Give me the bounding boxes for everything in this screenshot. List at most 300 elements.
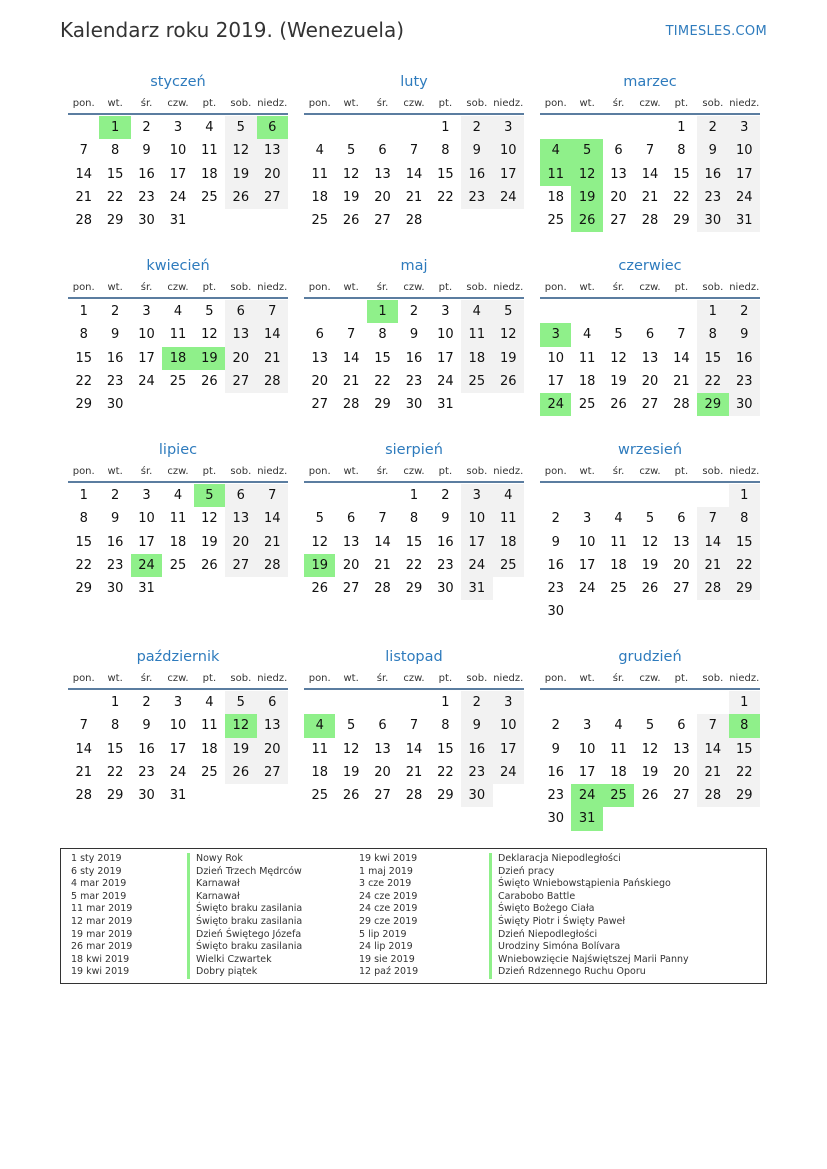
weekend-day-cell: 10 — [493, 714, 524, 737]
holiday-name: Dzień Rdzennego Ruchu Oporu — [489, 966, 689, 979]
day-cell: 18 — [311, 764, 328, 780]
day-cell: 2 — [409, 304, 419, 319]
day-cell: 8 — [110, 143, 120, 159]
day-cell: 10 — [138, 511, 155, 527]
holiday-day-cell: 5 — [194, 484, 225, 507]
weekend-day-cell: 2 — [729, 300, 760, 323]
day-cell: 5 — [614, 327, 623, 343]
weekday-header — [304, 462, 524, 483]
month-sierpień — [304, 438, 524, 600]
weekday-label: pon. — [308, 282, 331, 293]
weekend-day-cell: 25 — [493, 554, 524, 577]
day-cell: 19 — [610, 373, 627, 389]
day-cell: 2 — [142, 695, 151, 710]
day-grid — [540, 299, 760, 416]
day-cell: 27 — [673, 788, 690, 804]
empty-day-cell — [634, 116, 665, 139]
day-cell: 19 — [342, 764, 360, 780]
weekend-day-cell: 26 — [493, 370, 524, 393]
weekday-header — [68, 94, 288, 115]
day-cell: 10 — [169, 718, 187, 734]
holiday-name: Święto braku zasilania — [187, 916, 302, 929]
day-cell: 26 — [342, 213, 360, 229]
holiday-name: Święto braku zasilania — [187, 941, 302, 954]
weekend-day-cell: 21 — [697, 554, 728, 577]
day-cell: 20 — [311, 373, 328, 389]
weekday-label: niedz. — [729, 673, 760, 684]
empty-day-cell — [634, 484, 665, 507]
day-cell: 10 — [169, 143, 187, 159]
holiday-day-cell: 25 — [603, 784, 634, 807]
day-cell: 27 — [610, 213, 627, 229]
day-grid — [68, 299, 288, 416]
day-cell: 13 — [673, 741, 690, 757]
day-cell: 25 — [578, 397, 596, 413]
day-cell: 11 — [610, 534, 627, 550]
day-cell: 21 — [641, 189, 659, 205]
day-cell: 20 — [342, 557, 360, 573]
day-cell: 12 — [342, 741, 360, 757]
day-cell: 30 — [106, 581, 124, 597]
day-cell: 2 — [142, 120, 151, 135]
weekday-label: czw. — [403, 673, 425, 684]
weekday-label: pt. — [438, 98, 453, 109]
day-cell: 31 — [437, 397, 454, 413]
day-cell: 22 — [437, 189, 454, 205]
weekday-label: niedz. — [729, 282, 760, 293]
day-cell: 3 — [142, 304, 151, 319]
day-cell: 5 — [346, 143, 356, 159]
weekday-header — [304, 278, 524, 299]
day-cell: 20 — [673, 764, 690, 780]
weekday-label: pon. — [72, 98, 95, 109]
day-cell: 3 — [582, 718, 592, 734]
weekend-day-cell: 24 — [729, 186, 760, 209]
day-cell: 28 — [75, 788, 92, 804]
day-cell: 20 — [374, 764, 391, 780]
day-cell: 5 — [645, 511, 655, 527]
day-cell: 30 — [547, 604, 564, 620]
day-cell: 5 — [346, 718, 356, 734]
weekday-header — [540, 669, 760, 690]
holiday-date: 5 lip 2019 — [359, 928, 407, 940]
holiday-name: Święto Bożego Ciała — [489, 903, 689, 916]
weekend-day-cell: 22 — [729, 554, 760, 577]
weekday-label: niedz. — [493, 466, 524, 477]
day-cell: 22 — [106, 189, 124, 205]
weekday-label: wt. — [107, 282, 123, 293]
day-cell: 1 — [409, 488, 419, 503]
holiday-names-left — [187, 853, 302, 979]
day-cell: 12 — [641, 534, 659, 550]
day-cell: 13 — [374, 166, 391, 182]
day-cell: 13 — [641, 350, 659, 366]
day-cell: 7 — [645, 143, 655, 159]
day-cell: 19 — [201, 534, 218, 550]
weekday-label: pt. — [674, 282, 689, 293]
page-title: Kalendarz roku 2019. (Wenezuela) — [60, 18, 405, 42]
day-cell: 31 — [169, 788, 187, 804]
empty-day-cell — [304, 116, 335, 139]
day-cell: 12 — [342, 166, 360, 182]
day-cell: 2 — [551, 718, 560, 734]
day-cell: 4 — [205, 695, 214, 710]
day-cell: 22 — [75, 373, 92, 389]
weekday-label: czw. — [639, 98, 661, 109]
holiday-dates-left — [71, 853, 132, 979]
day-cell: 16 — [437, 534, 454, 550]
weekday-label: sob. — [230, 282, 252, 293]
day-cell: 25 — [169, 373, 187, 389]
holiday-name: Urodziny Simóna Bolívara — [489, 941, 689, 954]
day-cell: 6 — [378, 143, 387, 159]
month-grudzień — [540, 645, 760, 831]
empty-day-cell — [571, 300, 602, 323]
month-name: sierpień — [385, 442, 443, 458]
day-grid — [304, 483, 524, 600]
month-name: kwiecień — [146, 258, 210, 274]
weekday-label: niedz. — [257, 98, 288, 109]
weekend-day-cell: 3 — [493, 691, 524, 714]
empty-day-cell — [367, 484, 398, 507]
weekend-day-cell: 24 — [493, 186, 524, 209]
weekday-header — [540, 278, 760, 299]
weekday-label: pon. — [544, 673, 567, 684]
weekday-label: niedz. — [257, 673, 288, 684]
empty-day-cell — [634, 691, 665, 714]
weekend-day-cell: 26 — [225, 761, 256, 784]
day-grid — [304, 115, 524, 232]
empty-day-cell — [335, 300, 366, 323]
empty-day-cell — [571, 691, 602, 714]
day-cell: 19 — [641, 764, 659, 780]
holiday-names-right — [489, 853, 689, 979]
weekend-day-cell: 17 — [493, 163, 524, 186]
weekend-day-cell: 28 — [697, 784, 728, 807]
day-cell: 11 — [311, 166, 328, 182]
weekday-label: pt. — [674, 98, 689, 109]
day-cell: 20 — [673, 557, 690, 573]
day-cell: 21 — [673, 373, 690, 389]
holiday-date: 3 cze 2019 — [359, 878, 412, 890]
month-styczeń — [68, 70, 288, 232]
day-cell: 23 — [437, 557, 454, 573]
weekend-day-cell: 14 — [697, 738, 728, 761]
day-cell: 31 — [169, 213, 187, 229]
weekday-label: wt. — [579, 98, 595, 109]
weekday-header — [68, 462, 288, 483]
weekend-day-cell: 30 — [461, 784, 492, 807]
day-cell: 17 — [578, 764, 596, 780]
weekend-day-cell: 26 — [225, 186, 256, 209]
weekend-day-cell: 21 — [697, 761, 728, 784]
day-cell: 18 — [201, 741, 218, 757]
day-cell: 14 — [75, 741, 92, 757]
empty-day-cell — [571, 116, 602, 139]
brand-link[interactable]: TIMESLES.COM — [665, 24, 767, 39]
empty-day-cell — [335, 116, 366, 139]
holiday-date: 18 kwi 2019 — [71, 953, 130, 965]
holiday-date: 29 cze 2019 — [359, 915, 418, 927]
day-cell: 16 — [547, 557, 564, 573]
weekday-label: pt. — [438, 673, 453, 684]
weekday-label: sob. — [230, 98, 252, 109]
day-cell: 16 — [138, 741, 155, 757]
day-cell: 1 — [79, 304, 88, 319]
empty-day-cell — [68, 116, 99, 139]
weekend-day-cell: 19 — [225, 163, 256, 186]
day-cell: 23 — [106, 373, 124, 389]
weekend-day-cell: 25 — [461, 370, 492, 393]
holiday-day-cell: 19 — [194, 347, 225, 370]
day-cell: 2 — [551, 511, 560, 527]
day-cell: 28 — [342, 397, 360, 413]
day-cell: 27 — [374, 788, 391, 804]
day-cell: 16 — [547, 764, 564, 780]
weekday-label: śr. — [376, 466, 389, 477]
day-cell: 17 — [437, 350, 454, 366]
month-name: wrzesień — [617, 442, 683, 458]
holiday-date: 26 mar 2019 — [71, 941, 133, 953]
day-cell: 27 — [342, 581, 360, 597]
day-cell: 18 — [578, 373, 596, 389]
weekend-day-cell: 14 — [257, 323, 288, 346]
weekend-day-cell: 27 — [257, 186, 288, 209]
day-cell: 15 — [75, 534, 92, 550]
day-cell: 23 — [405, 373, 423, 389]
day-cell: 2 — [110, 304, 120, 319]
weekend-day-cell: 29 — [729, 577, 760, 600]
weekday-label: czw. — [403, 98, 425, 109]
day-cell: 15 — [75, 350, 92, 366]
weekday-label: czw. — [167, 98, 189, 109]
day-cell: 3 — [582, 511, 592, 527]
weekend-day-cell: 23 — [697, 186, 728, 209]
weekday-label: śr. — [612, 466, 625, 477]
weekday-label: pt. — [438, 466, 453, 477]
holiday-name: Nowy Rok — [187, 853, 302, 866]
weekend-day-cell: 6 — [225, 484, 256, 507]
day-cell: 23 — [106, 557, 124, 573]
day-cell: 14 — [405, 741, 423, 757]
day-cell: 8 — [441, 718, 450, 734]
day-cell: 28 — [75, 213, 92, 229]
month-name: listopad — [385, 649, 443, 665]
day-cell: 29 — [106, 788, 124, 804]
day-cell: 18 — [169, 534, 187, 550]
weekday-header — [304, 94, 524, 115]
weekend-day-cell: 13 — [225, 507, 256, 530]
month-listopad — [304, 645, 524, 807]
day-cell: 13 — [673, 534, 690, 550]
empty-day-cell — [398, 116, 429, 139]
day-cell: 12 — [201, 511, 218, 527]
holiday-date: 1 maj 2019 — [359, 865, 413, 877]
weekend-day-cell: 23 — [461, 761, 492, 784]
empty-day-cell — [666, 300, 697, 323]
weekday-label: pt. — [202, 282, 217, 293]
holiday-day-cell: 31 — [571, 807, 602, 830]
empty-day-cell — [68, 691, 99, 714]
holiday-day-cell: 19 — [304, 554, 335, 577]
day-cell: 11 — [169, 327, 187, 343]
day-cell: 8 — [378, 327, 387, 343]
holiday-day-cell: 26 — [571, 209, 602, 232]
day-cell: 7 — [346, 327, 356, 343]
weekday-label: sob. — [466, 282, 488, 293]
weekday-label: czw. — [639, 466, 661, 477]
weekend-day-cell: 16 — [461, 738, 492, 761]
weekend-day-cell: 17 — [461, 531, 492, 554]
holiday-dates-right — [359, 853, 418, 979]
day-cell: 25 — [311, 213, 328, 229]
day-cell: 17 — [138, 350, 155, 366]
empty-day-cell — [666, 484, 697, 507]
weekend-day-cell: 19 — [225, 738, 256, 761]
weekend-day-cell: 8 — [729, 507, 760, 530]
holiday-name: Karnawał — [187, 878, 302, 891]
day-cell: 14 — [641, 166, 659, 182]
month-luty — [304, 70, 524, 232]
day-cell: 12 — [201, 327, 218, 343]
weekday-label: pt. — [674, 466, 689, 477]
day-cell: 21 — [405, 189, 423, 205]
holiday-name: Dzień Niepodległości — [489, 929, 689, 942]
day-cell: 2 — [441, 488, 450, 503]
day-cell: 21 — [75, 189, 92, 205]
holiday-day-cell: 24 — [131, 554, 162, 577]
day-cell: 9 — [142, 143, 151, 159]
holiday-date: 6 sty 2019 — [71, 865, 122, 877]
weekday-label: czw. — [167, 282, 189, 293]
day-cell: 26 — [201, 373, 218, 389]
day-cell: 17 — [547, 373, 564, 389]
holiday-day-cell: 4 — [540, 139, 571, 162]
day-cell: 20 — [641, 373, 659, 389]
weekend-day-cell: 27 — [225, 370, 256, 393]
weekday-label: pt. — [674, 673, 689, 684]
day-cell: 26 — [342, 788, 360, 804]
weekend-day-cell: 13 — [257, 139, 288, 162]
weekend-day-cell: 2 — [697, 116, 728, 139]
holiday-day-cell: 24 — [571, 784, 602, 807]
weekend-day-cell: 6 — [225, 300, 256, 323]
weekday-label: sob. — [466, 466, 488, 477]
empty-day-cell — [540, 484, 571, 507]
day-cell: 8 — [79, 511, 88, 527]
weekday-label: śr. — [376, 98, 389, 109]
weekend-day-cell: 1 — [729, 691, 760, 714]
holiday-day-cell: 19 — [571, 186, 602, 209]
day-cell: 31 — [138, 581, 155, 597]
holiday-date: 24 cze 2019 — [359, 890, 418, 902]
weekday-label: śr. — [612, 673, 625, 684]
empty-day-cell — [540, 300, 571, 323]
day-cell: 1 — [441, 120, 450, 135]
weekend-day-cell: 23 — [729, 370, 760, 393]
month-name: styczeń — [150, 74, 206, 90]
month-name: lipiec — [158, 442, 198, 458]
weekend-day-cell: 10 — [461, 507, 492, 530]
weekend-day-cell: 11 — [493, 507, 524, 530]
day-cell: 6 — [346, 511, 356, 527]
holiday-day-cell: 18 — [162, 347, 193, 370]
weekday-label: czw. — [639, 673, 661, 684]
day-cell: 23 — [138, 189, 155, 205]
day-cell: 6 — [614, 143, 623, 159]
weekday-label: wt. — [579, 673, 595, 684]
day-cell: 24 — [169, 189, 187, 205]
weekend-day-cell: 21 — [257, 347, 288, 370]
weekend-day-cell: 7 — [697, 714, 728, 737]
holiday-name: Święto braku zasilania — [187, 903, 302, 916]
empty-day-cell — [603, 116, 634, 139]
weekend-day-cell: 20 — [257, 738, 288, 761]
holiday-date: 24 lip 2019 — [359, 941, 413, 953]
weekend-day-cell: 7 — [697, 507, 728, 530]
day-cell: 21 — [405, 764, 423, 780]
weekend-day-cell: 29 — [729, 784, 760, 807]
day-cell: 3 — [173, 120, 183, 135]
weekday-label: pon. — [308, 466, 331, 477]
day-cell: 14 — [75, 166, 92, 182]
day-cell: 12 — [311, 534, 328, 550]
day-cell: 30 — [106, 397, 124, 413]
weekday-label: niedz. — [493, 98, 524, 109]
day-cell: 22 — [673, 189, 690, 205]
day-cell: 29 — [374, 397, 391, 413]
month-name: luty — [400, 74, 428, 90]
weekend-day-cell: 5 — [225, 691, 256, 714]
day-cell: 30 — [138, 213, 155, 229]
day-cell: 15 — [437, 166, 454, 182]
weekday-label: wt. — [107, 98, 123, 109]
weekday-header — [540, 94, 760, 115]
day-cell: 24 — [578, 581, 596, 597]
day-cell: 30 — [405, 397, 423, 413]
holiday-day-cell: 12 — [571, 163, 602, 186]
day-cell: 21 — [342, 373, 360, 389]
day-cell: 11 — [578, 350, 596, 366]
weekday-label: niedz. — [729, 98, 760, 109]
day-grid — [540, 115, 760, 232]
day-cell: 28 — [641, 213, 659, 229]
day-cell: 15 — [106, 166, 124, 182]
weekday-label: sob. — [230, 466, 252, 477]
holiday-name: Carabobo Battle — [489, 891, 689, 904]
weekend-day-cell: 30 — [729, 393, 760, 416]
empty-day-cell — [603, 691, 634, 714]
day-cell: 9 — [551, 741, 560, 757]
day-cell: 27 — [673, 581, 690, 597]
empty-day-cell — [335, 691, 366, 714]
weekday-label: śr. — [376, 282, 389, 293]
weekend-day-cell: 13 — [257, 714, 288, 737]
day-cell: 8 — [441, 143, 450, 159]
weekend-day-cell: 1 — [729, 484, 760, 507]
weekday-label: śr. — [612, 98, 625, 109]
day-grid — [68, 483, 288, 600]
day-cell: 15 — [405, 534, 423, 550]
weekend-day-cell: 7 — [257, 300, 288, 323]
weekend-day-cell: 17 — [493, 738, 524, 761]
holiday-name: Dzień Świętego Józefa — [187, 929, 302, 942]
weekend-day-cell: 3 — [461, 484, 492, 507]
weekday-label: sob. — [702, 98, 724, 109]
day-cell: 26 — [610, 397, 627, 413]
day-cell: 28 — [405, 213, 423, 229]
day-cell: 29 — [405, 581, 423, 597]
